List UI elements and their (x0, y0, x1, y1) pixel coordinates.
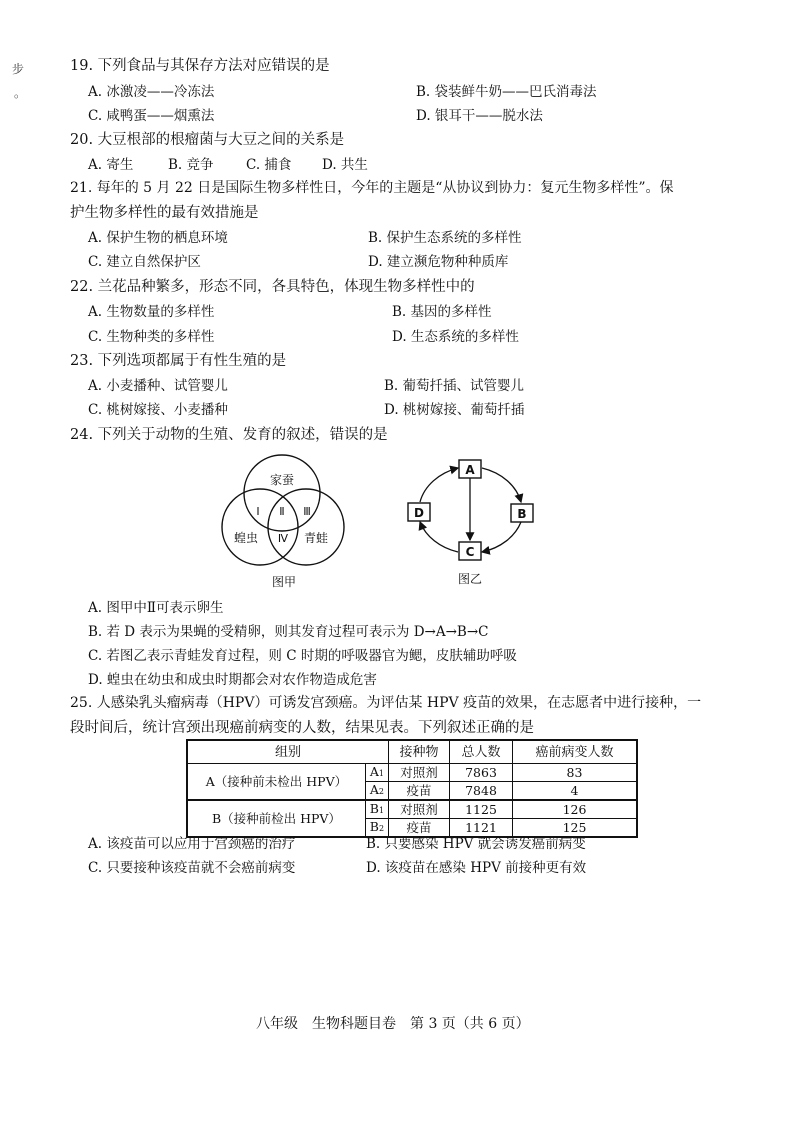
venn-circle-frog (268, 489, 344, 565)
q20-option-b: B. 竞争 (168, 157, 214, 173)
arrow-d-to-a (420, 468, 458, 502)
node-c-label: C (465, 545, 475, 559)
venn-region-2: Ⅱ (279, 505, 285, 518)
row-agent: 对照剂 (389, 764, 450, 782)
question-23-stem: 23. 下列选项都属于有性生殖的是 (70, 353, 287, 369)
question-25-stem-line1: 25. 人感染乳头瘤病毒（HPV）可诱发宫颈癌。为评估某 HPV 疫苗的效果，在志愿者中进行接种，一 (70, 695, 702, 711)
q25-option-b: B. 只要感染 HPV 就会诱发癌前病变 (366, 836, 586, 852)
node-b-label: B (517, 507, 527, 521)
venn-region-4: Ⅳ (277, 532, 289, 545)
q24-option-a: A. 图甲中Ⅱ可表示卵生 (88, 600, 224, 616)
q25-option-d: D. 该疫苗在感染 HPV 前接种更有效 (366, 860, 587, 876)
arrow-b-to-c (482, 522, 521, 552)
q24-option-b: B. 若 D 表示为果蝇的受精卵，则其发育过程可表示为 D→A→B→C (88, 624, 489, 640)
q24-option-d: D. 蝗虫在幼虫和成虫时期都会对农作物造成危害 (88, 672, 377, 688)
question-20-stem: 20. 大豆根部的根瘤菌与大豆之间的关系是 (70, 132, 345, 148)
question-25-stem-line2: 段时间后，统计宫颈出现癌前病变的人数，结果见表。下列叙述正确的是 (70, 720, 534, 736)
q22-option-b: B. 基因的多样性 (392, 304, 492, 320)
table-row (187, 764, 637, 782)
header-group: 组别 (187, 740, 389, 764)
margin-mark: 。 (14, 86, 27, 100)
table-row (187, 800, 637, 819)
row-total: 1125 (450, 800, 513, 819)
q22-option-c: C. 生物种类的多样性 (88, 329, 215, 345)
margin-mark: 步 (12, 62, 25, 76)
row-lesions: 4 (513, 782, 638, 801)
q24-option-c: C. 若图乙表示青蛙发育过程，则 C 时期的呼吸器官为鳃，皮肤辅助呼吸 (88, 648, 517, 664)
node-a-label: A (465, 463, 475, 477)
q23-option-d: D. 桃树嫁接、葡萄扦插 (384, 402, 525, 418)
venn-region-1: I (256, 505, 260, 518)
venn-region-3: Ⅲ (303, 505, 311, 518)
q21-option-d: D. 建立濒危物种种质库 (368, 254, 509, 270)
q19-option-d: D. 银耳干——脱水法 (416, 108, 543, 124)
row-lesions: 126 (513, 800, 638, 819)
row-total: 7848 (450, 782, 513, 801)
venn-circle-silkworm (244, 455, 320, 531)
arrow-a-to-b (482, 468, 521, 502)
q23-option-a: A. 小麦播种、试管婴儿 (88, 378, 228, 394)
figure-yi-caption: 图乙 (457, 572, 483, 586)
row-code: B1 (365, 800, 388, 819)
figure-jia-caption: 图甲 (271, 575, 297, 589)
row-agent: 对照剂 (389, 800, 450, 819)
question-22-stem: 22. 兰花品种繁多，形态不同，各具特色，体现生物多样性中的 (70, 279, 475, 295)
arrow-c-to-d (420, 522, 458, 552)
q19-option-b: B. 袋装鲜牛奶——巴氏消毒法 (416, 84, 597, 100)
q22-option-a: A. 生物数量的多样性 (88, 304, 215, 320)
hpv-results-table (186, 739, 638, 838)
venn-circle-locust (222, 489, 298, 565)
question-21-stem-line2: 护生物多样性的最有效措施是 (70, 205, 259, 221)
q19-option-c: C. 咸鸭蛋——烟熏法 (88, 108, 215, 124)
row-agent: 疫苗 (389, 782, 450, 801)
q20-option-d: D. 共生 (322, 157, 368, 173)
row-total: 7863 (450, 764, 513, 782)
q21-option-a: A. 保护生物的栖息环境 (88, 230, 228, 246)
q25-option-a: A. 该疫苗可以应用于宫颈癌的治疗 (88, 836, 296, 852)
venn-label-locust: 蝗虫 (233, 531, 259, 545)
table-header-row (187, 740, 637, 764)
group-a-name: A（接种前未检出 HPV） (187, 764, 365, 801)
q22-option-d: D. 生态系统的多样性 (392, 329, 519, 345)
row-total: 1121 (450, 819, 513, 838)
group-b-name: B（接种前检出 HPV） (187, 800, 365, 837)
row-agent: 疫苗 (389, 819, 450, 838)
question-21-stem-line1: 21. 每年的 5 月 22 日是国际生物多样性日，今年的主题是“从协议到协力：复元生物多样性”。保 (70, 180, 674, 196)
page-footer: 八年级 生物科题目卷 第 3 页（共 6 页） (256, 1016, 530, 1032)
q23-option-b: B. 葡萄扦插、试管婴儿 (384, 378, 525, 394)
figure-jia-venn-diagram (212, 448, 362, 590)
q25-option-c: C. 只要接种该疫苗就不会癌前病变 (88, 860, 296, 876)
venn-label-frog: 青蛙 (303, 531, 329, 545)
header-total: 总人数 (450, 740, 513, 764)
q23-option-c: C. 桃树嫁接、小麦播种 (88, 402, 228, 418)
question-24-stem: 24. 下列关于动物的生殖、发育的叙述，错误的是 (70, 427, 388, 443)
figure-yi-cycle-diagram (400, 452, 550, 588)
q19-option-a: A. 冰激凌——冷冻法 (88, 84, 215, 100)
q20-option-c: C. 捕食 (246, 157, 292, 173)
q20-option-a: A. 寄生 (88, 157, 134, 173)
row-code: B2 (365, 819, 388, 838)
question-19-stem: 19. 下列食品与其保存方法对应错误的是 (70, 58, 330, 74)
row-lesions: 83 (513, 764, 638, 782)
row-code: A1 (365, 764, 388, 782)
header-lesions: 癌前病变人数 (513, 740, 638, 764)
header-agent: 接种物 (389, 740, 450, 764)
row-code: A2 (365, 782, 388, 801)
q21-option-c: C. 建立自然保护区 (88, 254, 201, 270)
row-lesions: 125 (513, 819, 638, 838)
venn-label-silkworm: 家蚕 (269, 473, 295, 487)
node-d-label: D (414, 506, 424, 520)
q21-option-b: B. 保护生态系统的多样性 (368, 230, 522, 246)
